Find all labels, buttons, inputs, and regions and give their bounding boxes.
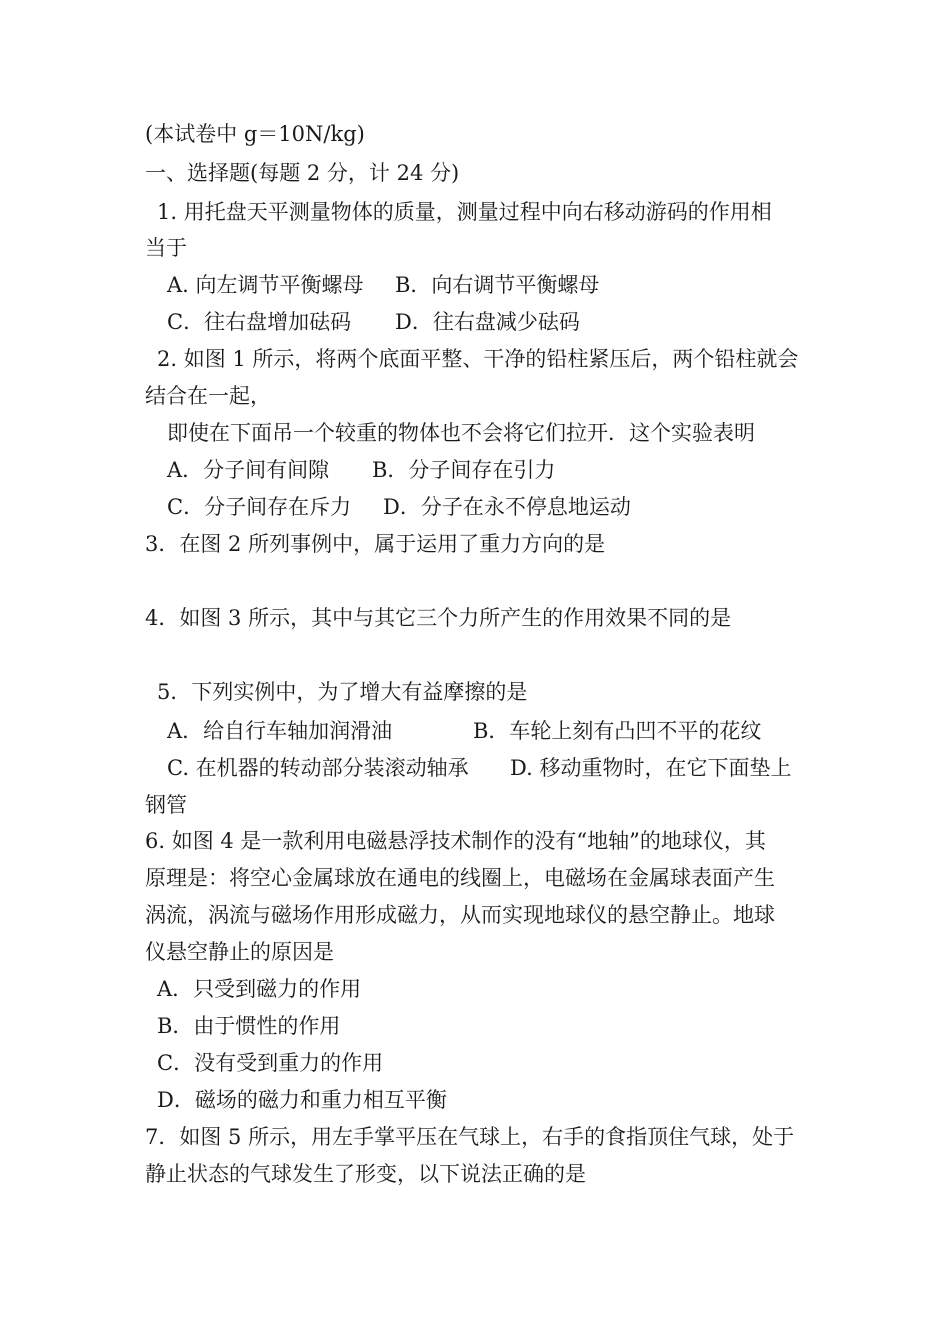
q6-option-a: A．只受到磁力的作用	[157, 977, 362, 1001]
q5-option-b: B．车轮上刻有凸凹不平的花纹	[473, 719, 762, 743]
q1-option-d: D．往右盘减少砝码	[395, 310, 580, 334]
q2-stem-line3: 即使在下面吊一个较重的物体也不会将它们拉开．这个实验表明	[167, 421, 755, 445]
q3-stem: 3．在图 2 所列事例中，属于运用了重力方向的是	[145, 532, 606, 556]
q5-option-d-continued: 钢管	[145, 793, 187, 817]
header-note: (本试卷中 g＝10N/kg)	[145, 122, 365, 146]
q5-stem: 5．下列实例中，为了增大有益摩擦的是	[157, 680, 528, 704]
q6-option-b: B．由于惯性的作用	[157, 1014, 341, 1038]
q2-option-a: A．分子间有间隙	[167, 458, 330, 482]
q1-stem-line1: 1. 用托盘天平测量物体的质量，测量过程中向右移动游码的作用相	[157, 200, 772, 224]
q4-stem: 4．如图 3 所示，其中与其它三个力所产生的作用效果不同的是	[145, 606, 732, 630]
q6-stem-line2: 原理是：将空心金属球放在通电的线圈上，电磁场在金属球表面产生	[145, 866, 775, 890]
q5-option-d: D. 移动重物时，在它下面垫上	[510, 756, 792, 780]
q1-option-a: A. 向左调节平衡螺母	[167, 273, 364, 297]
q1-option-b: B．向右调节平衡螺母	[395, 273, 600, 297]
q1-stem-line2: 当于	[145, 236, 187, 260]
q2-option-c: C．分子间存在斥力	[167, 495, 352, 519]
q2-stem-line1: 2. 如图 1 所示，将两个底面平整、干净的铅柱紧压后，两个铅柱就会	[157, 347, 799, 371]
q2-option-b: B．分子间存在引力	[372, 458, 556, 482]
section-title: 一、选择题(每题 2 分，计 24 分)	[145, 161, 460, 185]
q1-option-c: C．往右盘增加砝码	[167, 310, 352, 334]
q2-option-d: D．分子在永不停息地运动	[383, 495, 631, 519]
q7-stem-line2: 静止状态的气球发生了形变，以下说法正确的是	[145, 1162, 586, 1186]
q6-option-c: C．没有受到重力的作用	[157, 1051, 384, 1075]
q6-option-d: D．磁场的磁力和重力相互平衡	[157, 1088, 447, 1112]
q6-stem-line3: 涡流，涡流与磁场作用形成磁力，从而实现地球仪的悬空静止。地球	[145, 903, 775, 927]
q6-stem-line4: 仪悬空静止的原因是	[145, 940, 334, 964]
q2-stem-line2: 结合在一起，	[145, 384, 271, 408]
q7-stem-line1: 7．如图 5 所示，用左手掌平压在气球上，右手的食指顶住气球，处于	[145, 1125, 795, 1149]
q6-stem-line1: 6. 如图 4 是一款利用电磁悬浮技术制作的没有“地轴”的地球仪，其	[145, 829, 766, 853]
q5-option-c: C. 在机器的转动部分装滚动轴承	[167, 756, 469, 780]
q5-option-a: A．给自行车轴加润滑油	[167, 719, 393, 743]
